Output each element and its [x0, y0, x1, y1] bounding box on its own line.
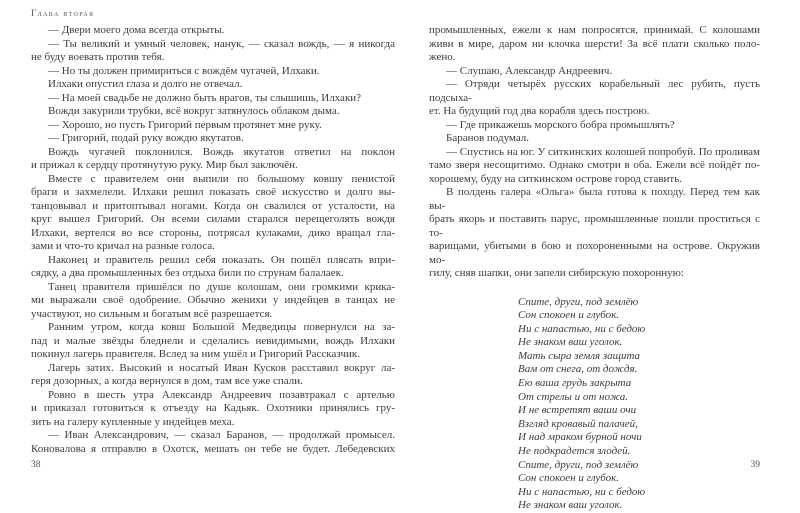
- paragraph: [31, 321, 395, 362]
- text-line: хорошему, буду на ситкинском острове город ставить.: [429, 173, 760, 187]
- text-line: пад и малые звёзды бледнели и сделались невидимыми, вождь Илхаки: [31, 335, 395, 349]
- text-line: — Отряди четырёх русских корабельный лес рубить, пусть подсыха-: [429, 78, 760, 105]
- poem-line: Не знаком ваш уголок.: [518, 499, 760, 513]
- text-line: зами и что-то кричал на разные голоса.: [31, 240, 395, 254]
- text-line: и приказал готовиться к отъезду на Кадьяк. Охотники принялись гру-: [31, 402, 395, 416]
- text-line: участвуют, но сильным и богатым всё разрешается.: [31, 308, 395, 322]
- paragraph: [429, 186, 760, 281]
- paragraph: [429, 24, 760, 65]
- paragraph: [31, 78, 395, 92]
- text-line: геря дозорных, а когда вернулся в дом, там все уже спали.: [31, 375, 395, 389]
- text-line: Вместе с правителем они выпили по большому ковшу пенистой: [31, 173, 395, 187]
- text-line: Ровно в шесть утра Александр Андреевич позавтракал с артелью: [31, 389, 395, 403]
- text-line: Ранним утром, когда ковш Большой Медведицы повернулся на за-: [31, 321, 395, 335]
- paragraph: [31, 92, 395, 106]
- paragraph: [31, 146, 395, 173]
- text-line: варищами, убитыми в бою и похороненными на острове. Окружив мо-: [429, 240, 760, 267]
- text-line: Наконец и правитель решил себя показать. Он пошёл плясать впри-: [31, 254, 395, 268]
- text-line: — На моей свадьбе не должно быть врагов, ты слышишь, Илхаки?: [31, 92, 395, 106]
- text-line: — Где прикажешь морского бобра промышлять?: [429, 119, 760, 133]
- poem-line: И над мраком бурной ночи: [518, 431, 760, 445]
- poem-line: Не знаком ваш уголок.: [518, 336, 760, 350]
- text-line: тамо зверя несощитимо. Однако смотри в оба. Ежели всё пойдёт по-: [429, 159, 760, 173]
- text-line: и прижал к сердцу протянутую руку. Мир был заключён.: [31, 159, 395, 173]
- poem-line: Спите, други, под землёю: [518, 459, 760, 473]
- paragraph: [429, 78, 760, 119]
- text-line: — Иван Александрович, — сказал Баранов, — продолжай промысел.: [31, 429, 395, 443]
- paragraph: [31, 362, 395, 389]
- paragraph: [429, 65, 760, 79]
- text-line: Коновалова я отправлю в Охотск, мешать он тебе не будет. Лебедевских: [31, 443, 395, 457]
- text-line: сядку, а два промышленных без отдыха били по струнам балалаек.: [31, 267, 395, 281]
- paragraph: [429, 132, 760, 146]
- text-line: не буду воевать против тебя.: [31, 51, 395, 65]
- text-line: покинул лагерь правителя. Вслед за ним ушёл и Григорий Рассказчик.: [31, 348, 395, 362]
- poem-line: Мать сыра земля защита: [518, 350, 760, 364]
- funeral-song-poem: [518, 296, 760, 513]
- text-line: Вожди закурили трубки, всё вокруг затянулось облаком дыма.: [31, 105, 395, 119]
- poem-line: Ни с напастью, ни с бедою: [518, 486, 760, 500]
- text-line: — Но ты должен примириться с вождём чугачей, Илхаки.: [31, 65, 395, 79]
- text-line: — Двери моего дома всегда открыты.: [31, 24, 395, 38]
- poem-line: И не встретят ваши очи: [518, 404, 760, 418]
- paragraph: [31, 119, 395, 133]
- text-line: живи в мире, даром ни клочка шерсти! За всё плати сколько поло-: [429, 38, 760, 52]
- poem-line: Ею ваша грудь закрыта: [518, 377, 760, 391]
- text-line: В полдень галера «Ольга» была готова к походу. Перед тем как вы-: [429, 186, 760, 213]
- text-line: жено.: [429, 51, 760, 65]
- paragraph: [31, 254, 395, 281]
- paragraph: [31, 65, 395, 79]
- poem-line: От стрелы и от ножа.: [518, 391, 760, 405]
- right-page-text-column: [429, 24, 760, 513]
- paragraph: [31, 132, 395, 146]
- text-line: — Ты великий и умный человек, нанук, — сказал вождь, — я никогда: [31, 38, 395, 52]
- text-line: промышленных, ежели к нам попросятся, принимай. С колошами: [429, 24, 760, 38]
- text-line: — Григорий, подай руку вождю якутатов.: [31, 132, 395, 146]
- paragraph: [31, 173, 395, 254]
- paragraph: [31, 281, 395, 322]
- poem-line: Сон спокоен и глубок.: [518, 472, 760, 486]
- text-line: Илхаки, вертелся во все стороны, потрясал кулаками, дико вращал гла-: [31, 227, 395, 241]
- chapter-running-header: Глава вторая: [31, 8, 94, 18]
- text-line: — Слушаю, Александр Андреевич.: [429, 65, 760, 79]
- paragraph: [429, 146, 760, 187]
- poem-line: Спите, други, под землёю: [518, 296, 760, 310]
- poem-line: Вам от снега, от дождя.: [518, 363, 760, 377]
- text-line: Вождь чугачей поклонился. Вождь якутатов ответил на поклон: [31, 146, 395, 160]
- text-line: Илхаки опустил глаза и долго не отвечал.: [31, 78, 395, 92]
- text-line: зить на галеру купленные у индейцев меха.: [31, 416, 395, 430]
- text-line: браги и захмелели. Илхаки решил показать своё искусство и долго вы-: [31, 186, 395, 200]
- text-line: ми выражали своё одобрение. Обычно женихи у индейцев в танцах не: [31, 294, 395, 308]
- paragraph: [31, 429, 395, 456]
- page-number-right: 39: [429, 460, 760, 470]
- page-number-left: 38: [31, 460, 41, 470]
- paragraph: [31, 105, 395, 119]
- text-line: танцовывал и притоптывал ногами. Когда он свалился от усталости, на: [31, 200, 395, 214]
- text-line: ет. На будущий год два корабля здесь построю.: [429, 105, 760, 119]
- poem-line: Сон спокоен и глубок.: [518, 309, 760, 323]
- poem-line: Ни с напастью, ни с бедою: [518, 323, 760, 337]
- text-line: Лагерь затих. Высокий и носатый Иван Кусков расставил вокруг ла-: [31, 362, 395, 376]
- text-line: Танец правителя пришёлся по душе колошам, они громкими крика-: [31, 281, 395, 295]
- text-line: круг вышел Григорий. Он всеми силами старался перещеголять вождя: [31, 213, 395, 227]
- poem-line: Взгляд кровавый палачей,: [518, 418, 760, 432]
- paragraph: [31, 24, 395, 38]
- left-page-text-column: [31, 24, 395, 456]
- poem-line: Не подкрадется злодей.: [518, 445, 760, 459]
- text-line: — Хорошо, но пусть Григорий первым протянет мне руку.: [31, 119, 395, 133]
- text-line: брать якорь и поставить парус, промышленные пошли проститься с то-: [429, 213, 760, 240]
- paragraph: [429, 119, 760, 133]
- text-line: гилу, сняв шапки, они запели сибирскую похоронную:: [429, 267, 760, 281]
- paragraph: [31, 389, 395, 430]
- text-line: Баранов подумал.: [429, 132, 760, 146]
- text-line: — Спустись на юг. У ситкинских колошей попробуй. По проливам: [429, 146, 760, 160]
- paragraph: [31, 38, 395, 65]
